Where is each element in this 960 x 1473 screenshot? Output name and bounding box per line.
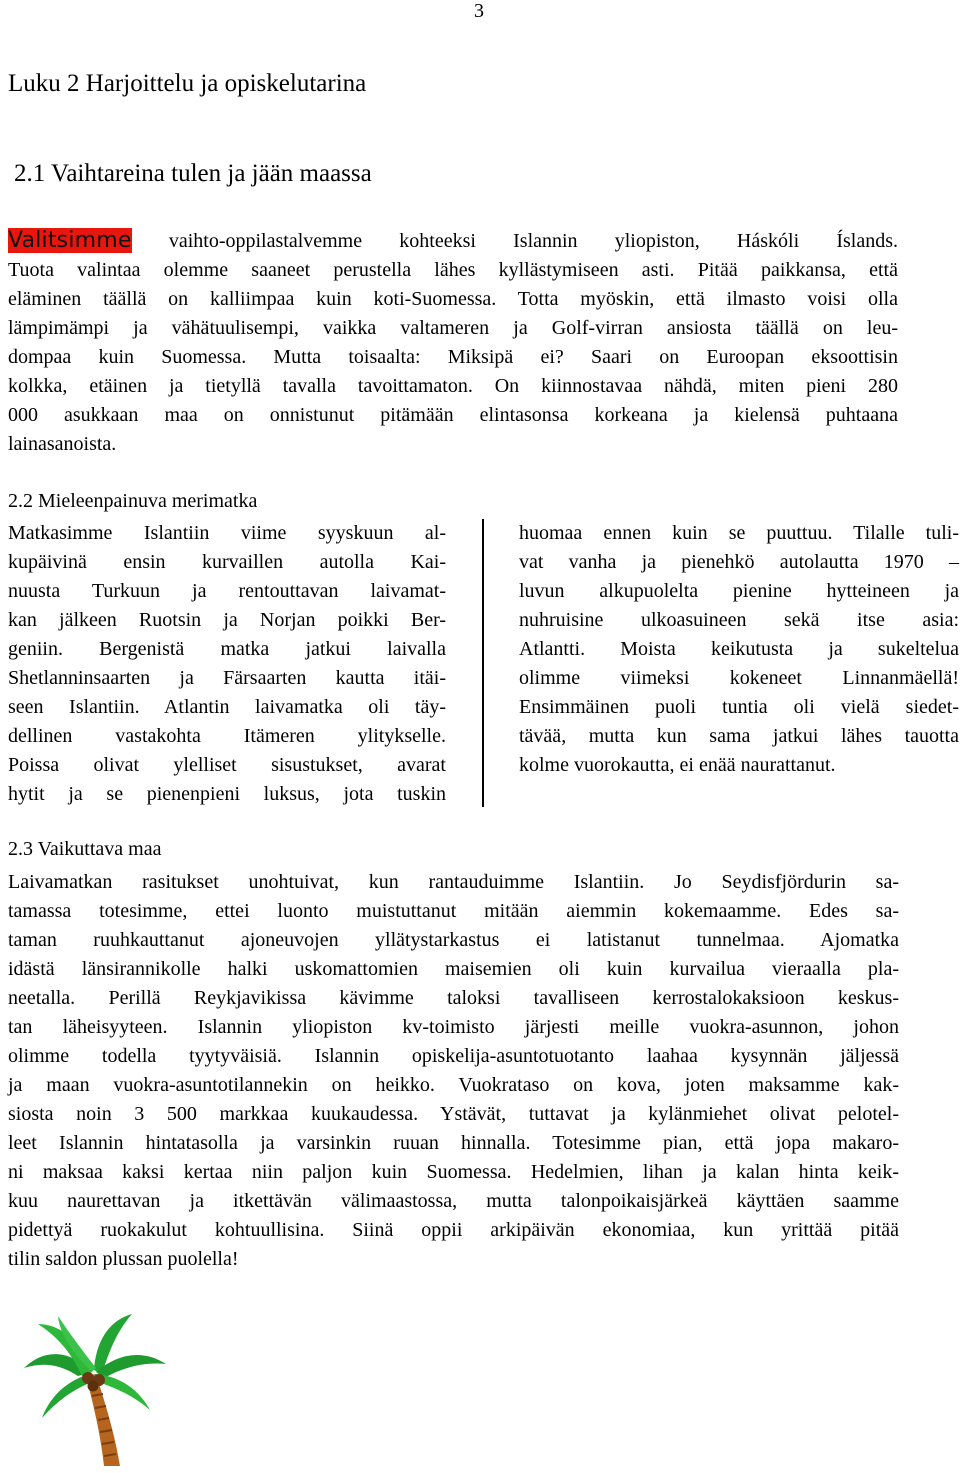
column-line: Ensimmäinen puoli tuntia oli vielä siedet- [519,696,959,718]
column-line: Matkasimme Islantiin viime syyskuun al- [8,522,446,544]
paragraph-line: leet Islannin hintatasolla ja varsinkin ruuan hinnalla. Totesimme pian, että jopa makaro- [8,1132,899,1154]
paragraph-line: tilin saldon plussan puolella! [8,1248,239,1270]
paragraph-line: tan läheisyyteen. Islannin yliopiston kv-toimisto järjesti meille vuokra-asunnon, johon [8,1016,899,1038]
column-line: nuusta Turkuun ja rentouttavan laivamat- [8,580,446,602]
highlighted-word: Valitsimme [8,228,132,253]
paragraph-line: taman ruuhkauttanut ajoneuvojen yllätystarkastus ei latistanut tunnelmaa. Ajomatka [8,929,899,951]
column-line: luvun alkupuolelta pienine hytteineen ja [519,580,959,602]
paragraph-line: eläminen täällä on kalliimpaa kuin koti-Suomessa. Totta myöskin, että ilmasto voisi olla [8,288,898,310]
column-line: Shetlanninsaarten ja Färsaarten kautta itäi- [8,667,446,689]
section-title-2-2: 2.2 Mieleenpainuva merimatka [8,490,258,512]
section-2-2-right-column [519,519,959,780]
paragraph-line: idästä länsirannikolle halki uskomattomien maisemien oli kuin kurvailua vieraalla pla- [8,958,899,980]
section-title-2-3: 2.3 Vaikuttava maa [8,838,162,860]
column-line: kan jälkeen Ruotsin ja Norjan poikki Ber- [8,609,446,631]
column-line: hytit ja se pienenpieni luksus, jota tuskin [8,783,446,805]
paragraph-line: pidettyä ruokakulut kohtuullisina. Siinä oppii arkipäivän ekonomiaa, kun yrittää pitää [8,1219,899,1241]
chapter-title: Luku 2 Harjoittelu ja opiskelutarina [8,70,367,97]
paragraph-line: tamassa totesimme, ettei luonto muistuttanut mitään aiemmin kokemaamme. Edes sa- [8,900,899,922]
column-line: nuhruisine ulkoasuineen sekä itse asia: [519,609,959,631]
paragraph-line: lainasanoista. [8,433,117,455]
paragraph-line: kolkka, etäinen ja tietyllä tavalla tavoittamaton. On kiinnostavaa nähdä, miten pieni 280 [8,375,898,397]
column-line: huomaa ennen kuin se puuttuu. Tilalle tuli- [519,522,959,544]
column-line: olimme viimeksi kokeneet Linnanmäellä! [519,667,959,689]
paragraph-line: ni maksaa kaksi kertaa niin paljon kuin Suomessa. Hedelmien, lihan ja kalan hinta keik- [8,1161,899,1183]
column-line: seen Islantiin. Atlantin laivamatka oli täy- [8,696,446,718]
paragraph-line: kuu naurettavan ja itkettävän välimaastossa, mutta talonpoikaisjärkeä käyttäen saamme [8,1190,899,1212]
column-line: kolme vuorokautta, ei enää naurattanut. [519,754,836,776]
paragraph-line: ja maan vuokra-asuntotilannekin on heikko. Vuokrataso on kova, joten maksamme kak- [8,1074,899,1096]
column-line: dellinen vastakohta Itämeren ylitykselle. [8,725,446,747]
column-line: Atlantti. Moista keikutusta ja sukeltelua [519,638,959,660]
paragraph-line: dompaa kuin Suomessa. Mutta toisaalta: Miksipä ei? Saari on Euroopan eksoottisin [8,346,898,368]
paragraph-line: Laivamatkan rasitukset unohtuivat, kun rantauduimme Islantiin. Jo Seydisfjördurin sa- [8,871,899,893]
paragraph-line: 000 asukkaan maa on onnistunut pitämään elintasonsa korkeana ja kielensä puhtaana [8,404,898,426]
page-number: 3 [474,0,484,22]
column-line: vat vanha ja pienehkö autolautta 1970 – [519,551,959,573]
paragraph-line: Tuota valintaa olemme saaneet perustella lähes kyllästymiseen asti. Pitää paikkansa, että [8,259,898,281]
column-line: kupäivinä ensin kurvaillen autolla Kai- [8,551,446,573]
paragraph-first-line [8,226,898,256]
column-line: geniin. Bergenistä matka jatkui laivalla [8,638,446,660]
section-2-2-left-column [8,519,446,809]
paragraph-line: lämpimämpi ja vähätuulisempi, vaikka valtameren ja Golf-virran ansiosta täällä on leu- [8,317,898,339]
section-title-2-1: 2.1 Vaihtareina tulen ja jään maassa [14,160,372,187]
palm-tree-icon [20,1310,170,1473]
first-line-text: vaihto-oppilastalvemme kohteeksi Islannin yliopiston, Háskóli Íslands. [131,230,898,252]
column-line: Poissa olivat ylelliset sisustukset, avarat [8,754,446,776]
column-line: tävää, mutta kun sama jatkui lähes tauotta [519,725,959,747]
column-divider [482,519,484,807]
section-2-3-paragraph [8,868,899,1274]
paragraph-line: siosta noin 3 500 markkaa kuukaudessa. Ystävät, tuttavat ja kylänmiehet olivat pelotel- [8,1103,899,1125]
paragraph-line: neetalla. Perillä Reykjavikissa kävimme taloksi tavalliseen kerrostalokaksioon keskus- [8,987,899,1009]
paragraph-line: olimme todella tyytyväisiä. Islannin opiskelija-asuntotuotanto laahaa kysynnän jäljessä [8,1045,899,1067]
section-2-1-paragraph [8,226,898,459]
